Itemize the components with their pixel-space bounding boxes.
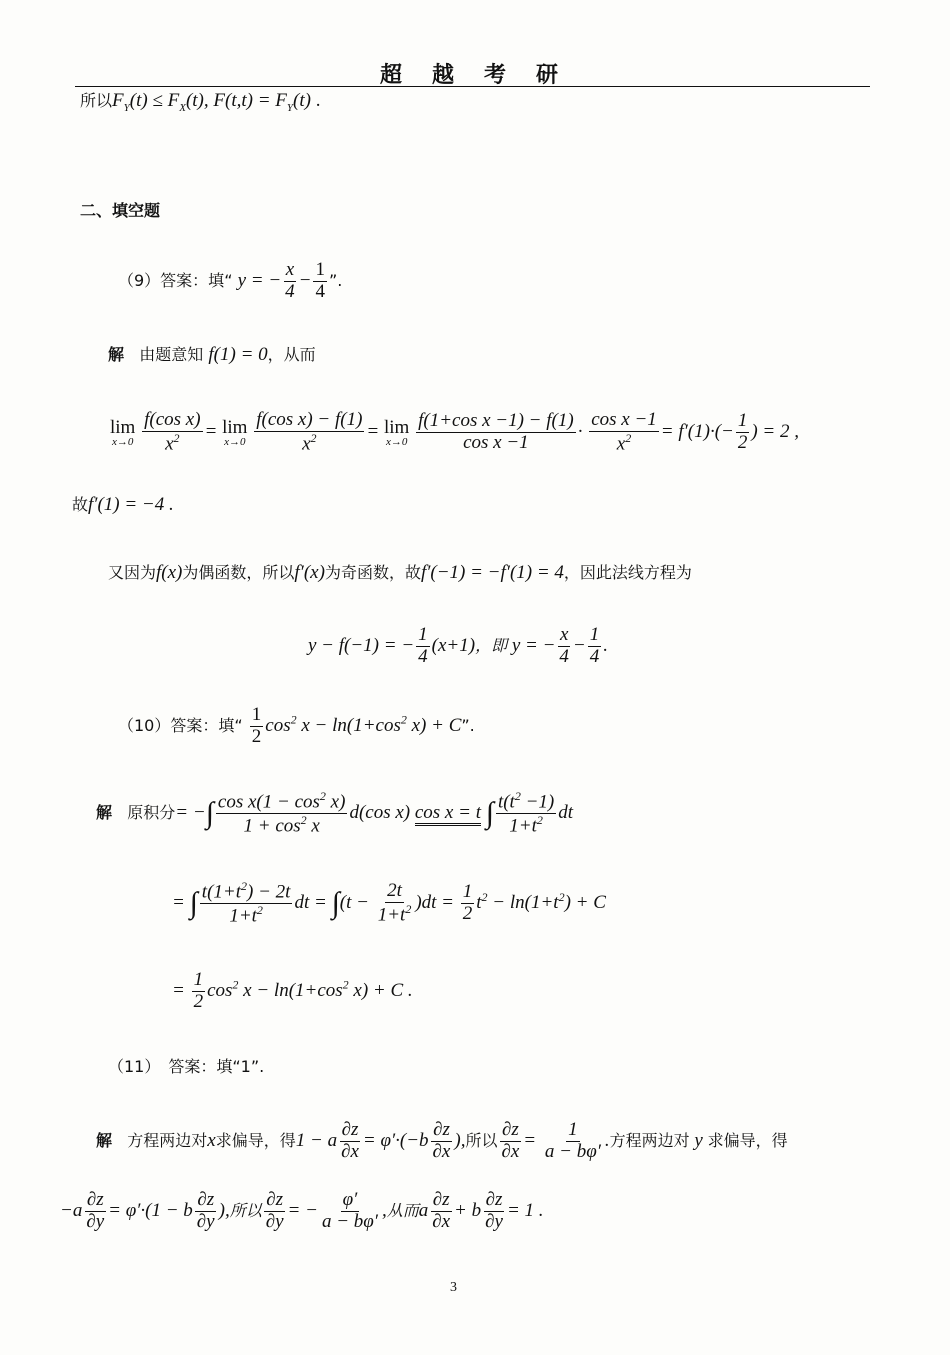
q9-answer: （9）答案：填“ y = − $\frac{x}{4}$ − $\frac{1}{4}$ ”. bbox=[118, 259, 343, 302]
q9-limit-equation: lim x→0 $\frac{\text{f(cos x)}}{x^2}$ = lim x→0 $\frac{\text{f(cos x) − f(1)}}{x^2}$ = lim x→0 $\frac{\text{f(1+cos x −1) − f(1)}}{\text{cos x −1}}$ · $\frac{\text{cos x −1}}{x^2}$ = f′(1)·(− $\frac{1}{2}$ ) = 2 , bbox=[110, 409, 799, 455]
q9-even-line: 又因为f(x)为偶函数，所以f′(x)为奇函数，故f′(−1) = −f′(1) = 4，因此法线方程为 bbox=[108, 562, 692, 583]
q11-solution-line1: 解 方程两边对x求偏导，得1 − a $\frac{\partial z}{\partial x}$ = φ′·(−b $\frac{\partial z}{\partial x}$ ),所以 $\frac{\partial z}{\partial x}$ = $\frac{1}{a - b\varphi'}$ .方程两边对 y 求偏导，得 bbox=[96, 1119, 788, 1162]
q10-solution-line2: = ∫ $\frac{t(1+t^2) - 2t}{1+t^2}$ dt = ∫(t − $\frac{2t}{1+t^2}$ )dt = $\frac{1}{2}$ $t^2 - \ln(1+t^2) + C$ bbox=[172, 879, 606, 927]
q9-conclude: 故f′(1) = −4 . bbox=[72, 494, 174, 515]
q9-solution-line: 解 由题意知 f(1) = 0，从而 bbox=[108, 344, 316, 365]
page-number: 3 bbox=[450, 1280, 457, 1295]
q9-normal-equation: y − f(−1) = − $\frac{1}{4}$ (x+1)，即 y = − $\frac{x}{4}$ − $\frac{1}{4}$ . bbox=[308, 624, 608, 667]
header-title: 超 越 考 研 bbox=[380, 63, 563, 88]
header-line: 所以$F_Y(t) \le F_X(t)$, $F(t,t) = F_Y(t)$ . bbox=[80, 90, 321, 114]
q10-answer: （10）答案：填“ $\frac{1}{2}$ $\cos^2 x - \ln(1+\cos^2$ x) + C”. bbox=[118, 704, 475, 747]
header-rule bbox=[75, 86, 870, 87]
q10-solution-line3: = $\frac{1}{2}$ $\cos^2 x - \ln(1+\cos^2$ x) + C . bbox=[172, 969, 413, 1012]
q11-solution-line2: −a $\frac{\partial z}{\partial y}$ = φ′·(1 − b $\frac{\partial z}{\partial y}$ ),所以 $\frac{\partial z}{\partial y}$ = − $\frac{\varphi'}{a - b\varphi'}$ ,从而a $\frac{\partial z}{\partial x}$ + b $\frac{\partial z}{\partial y}$ = 1 . bbox=[60, 1189, 544, 1232]
q10-solution-line1: 解 原积分= −∫ $\frac{\cos x(1 - \cos^2 x)}{1 + \cos^2 x}$ d(cos x) cos x = t ∫ $\frac{t(t^2 -1)}{1+t^2}$ dt bbox=[96, 789, 574, 837]
section-title: 二、填空题 bbox=[80, 201, 161, 220]
q11-answer: （11） 答案：填“1”. bbox=[108, 1057, 265, 1076]
